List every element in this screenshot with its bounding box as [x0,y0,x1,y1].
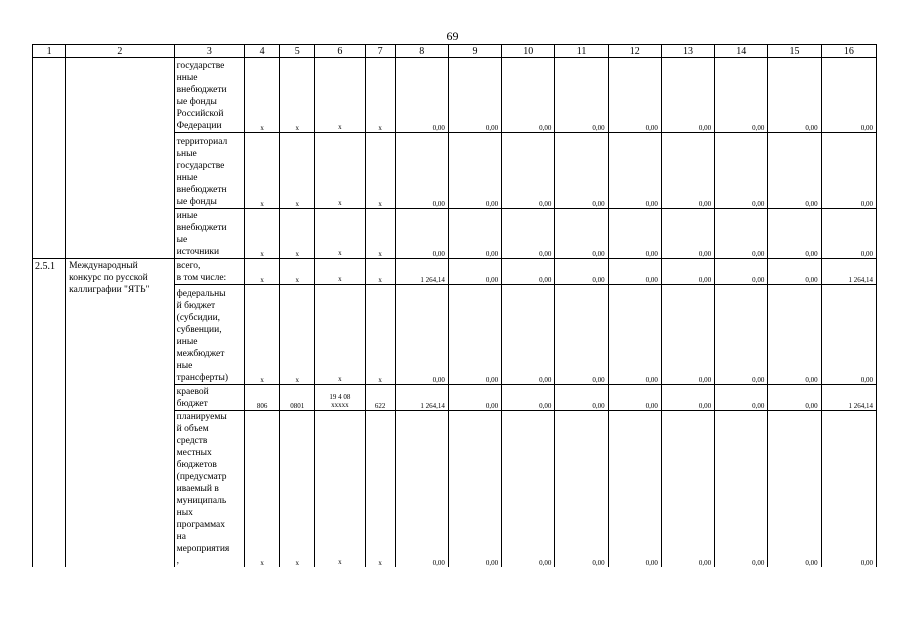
target-article: х [338,375,342,383]
table-row [33,58,877,133]
amount-cell: 0,00 [768,285,821,385]
row-name: Международный конкурс по русской каллиграфии "ЯТЬ" [66,259,175,568]
code-c5: х [280,259,315,285]
col-header: 9 [448,45,501,58]
amount-cell: 0,00 [555,58,608,133]
amount-cell: 0,00 [715,133,768,209]
header-row [33,45,877,58]
target-article: х [338,123,342,131]
col-header: 6 [315,45,365,58]
code-c7: х [365,209,395,259]
amount-cell: 0,00 [608,411,661,568]
target-article: х [338,249,342,257]
budget-table [32,44,877,567]
amount-cell: 0,00 [502,385,555,411]
amount-cell: 1 264,14 [395,385,448,411]
amount-cell: 0,00 [661,285,714,385]
col-header: 1 [33,45,66,58]
amount-cell: 0,00 [821,58,876,133]
amount-cell: 0,00 [502,133,555,209]
amount-cell: 0,00 [715,58,768,133]
target-article: х [338,558,342,566]
amount-cell: 0,00 [448,58,501,133]
amount-cell: 0,00 [661,385,714,411]
code-c5: 0801 [280,385,315,411]
code-c5: х [280,285,315,385]
amount-cell: 0,00 [555,133,608,209]
code-c6 [315,411,365,568]
funding-source: планируемы й объем средств местных бюджетов (предусматр иваемый в муниципаль ных программах на мероприятия , [174,411,244,568]
amount-cell: 0,00 [448,259,501,285]
code-c5: х [280,209,315,259]
amount-cell: 0,00 [502,411,555,568]
amount-cell: 0,00 [608,385,661,411]
code-c5: х [280,58,315,133]
amount-cell: 0,00 [555,209,608,259]
col-header: 3 [174,45,244,58]
code-c6 [315,259,365,285]
amount-cell: 0,00 [821,285,876,385]
code-c6 [315,209,365,259]
amount-cell: 0,00 [395,411,448,568]
code-c4: х [244,133,279,209]
amount-cell: 0,00 [502,58,555,133]
amount-cell: 0,00 [821,411,876,568]
amount-cell: 0,00 [661,411,714,568]
amount-cell: 0,00 [768,385,821,411]
col-header: 16 [821,45,876,58]
table-row [33,259,877,285]
funding-source: всего, в том числе: [174,259,244,285]
code-c4: х [244,58,279,133]
row-name-cell [66,58,175,259]
amount-cell: 0,00 [768,209,821,259]
amount-cell: 0,00 [395,58,448,133]
code-c7: х [365,58,395,133]
target-article: 19 4 08 ххххх [329,393,351,409]
code-c7: 622 [365,385,395,411]
amount-cell: 0,00 [448,133,501,209]
amount-cell: 1 264,14 [395,259,448,285]
amount-cell: 0,00 [608,209,661,259]
amount-cell: 0,00 [555,285,608,385]
amount-cell: 0,00 [555,259,608,285]
amount-cell: 0,00 [502,285,555,385]
amount-cell: 0,00 [768,133,821,209]
amount-cell: 1 264,14 [821,385,876,411]
amount-cell: 0,00 [395,209,448,259]
target-article: х [338,275,342,283]
amount-cell: 0,00 [661,133,714,209]
amount-cell: 0,00 [715,385,768,411]
amount-cell: 1 264,14 [821,259,876,285]
funding-source: краевой бюджет [174,385,244,411]
amount-cell: 0,00 [555,411,608,568]
code-c4: х [244,285,279,385]
amount-cell: 0,00 [768,411,821,568]
page-number: 69 [446,29,459,43]
amount-cell: 0,00 [715,209,768,259]
code-c7: х [365,285,395,385]
amount-cell: 0,00 [715,411,768,568]
col-header: 8 [395,45,448,58]
code-c4: х [244,411,279,568]
code-c6 [315,133,365,209]
amount-cell: 0,00 [608,259,661,285]
funding-source: государстве нные внебюджети ые фонды Российской Федерации [174,58,244,133]
amount-cell: 0,00 [395,285,448,385]
amount-cell: 0,00 [448,411,501,568]
row-code-cell [33,58,66,259]
amount-cell: 0,00 [608,133,661,209]
amount-cell: 0,00 [821,209,876,259]
col-header: 12 [608,45,661,58]
amount-cell: 0,00 [768,259,821,285]
code-c7: х [365,411,395,568]
target-article: х [338,199,342,207]
code-c6 [315,385,365,411]
col-header: 14 [715,45,768,58]
code-c4: х [244,209,279,259]
amount-cell: 0,00 [502,209,555,259]
code-c7: х [365,259,395,285]
amount-cell: 0,00 [448,209,501,259]
amount-cell: 0,00 [608,285,661,385]
row-code: 2.5.1 [33,259,66,568]
code-c5: х [280,133,315,209]
col-header: 10 [502,45,555,58]
col-header: 4 [244,45,279,58]
funding-source: территориал ьные государстве нные внебюджетн ые фонды [174,133,244,209]
amount-cell: 0,00 [768,58,821,133]
col-header: 11 [555,45,608,58]
code-c7: х [365,133,395,209]
code-c6 [315,285,365,385]
amount-cell: 0,00 [715,259,768,285]
amount-cell: 0,00 [661,209,714,259]
col-header: 7 [365,45,395,58]
code-c6 [315,58,365,133]
funding-source: иные внебюджети ые источники [174,209,244,259]
amount-cell: 0,00 [821,133,876,209]
code-c5: х [280,411,315,568]
amount-cell: 0,00 [502,259,555,285]
amount-cell: 0,00 [715,285,768,385]
amount-cell: 0,00 [608,58,661,133]
amount-cell: 0,00 [395,133,448,209]
amount-cell: 0,00 [448,385,501,411]
funding-source: федеральны й бюджет (субсидии, субвенции, иные межбюджет ные трансферты) [174,285,244,385]
amount-cell: 0,00 [661,259,714,285]
col-header: 13 [661,45,714,58]
amount-cell: 0,00 [448,285,501,385]
code-c4: х [244,259,279,285]
col-header: 15 [768,45,821,58]
amount-cell: 0,00 [555,385,608,411]
amount-cell: 0,00 [661,58,714,133]
col-header: 5 [280,45,315,58]
col-header: 2 [66,45,175,58]
code-c4: 806 [244,385,279,411]
